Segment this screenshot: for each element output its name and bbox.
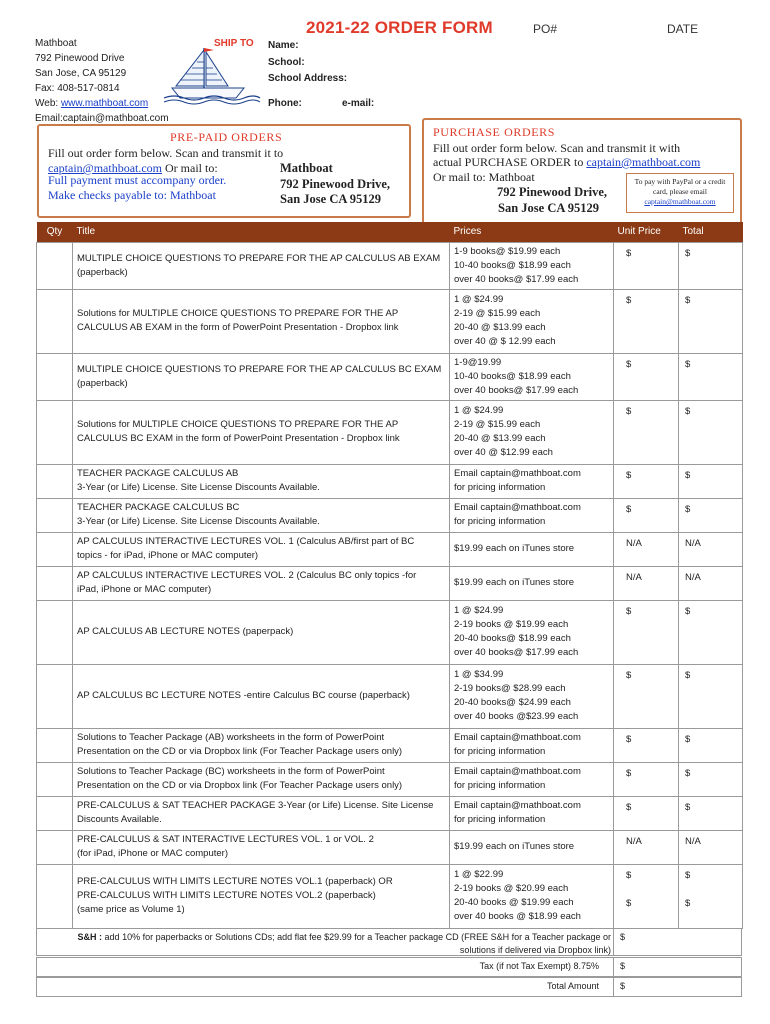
total-cell[interactable]: $ (679, 796, 743, 830)
prices-header: Prices (450, 222, 614, 242)
title-line: Solutions for MULTIPLE CHOICE QUESTIONS TO PREPARE FOR THE AP (77, 308, 399, 319)
sender-web (35, 96, 169, 111)
title-cell (73, 400, 450, 464)
price-line: Email captain@mathboat.com (454, 468, 581, 479)
prices-cell (450, 796, 614, 830)
prepaid-instructions: Fill out order form below. Scan and transmit it to (48, 146, 284, 160)
qty-cell[interactable] (37, 498, 73, 532)
title-cell (73, 566, 450, 600)
paypal-text: To pay with PayPal or a credit card, please email (634, 177, 726, 196)
title-header: Title (73, 222, 450, 242)
shipping-row (36, 928, 742, 956)
table-row (37, 464, 743, 498)
title-line: CALCULUS AB EXAM in the form of PowerPoint Presentation - Dropbox link (77, 322, 399, 333)
purchase-mail-to (433, 170, 535, 185)
price-line: 10-40 books@ $18.99 each (454, 370, 571, 382)
price-line: 20-40 books@ $18.99 each (454, 633, 571, 644)
table-row (37, 242, 743, 289)
shipping-label: S&H : (77, 932, 103, 942)
purchase-instructions: Fill out order form below. Scan and transmit it with (433, 141, 681, 155)
purchase-email-link[interactable]: captain@mathboat.com (586, 155, 701, 169)
total-cell[interactable]: N/A (679, 566, 743, 600)
total-cell[interactable]: $ (679, 464, 743, 498)
prices-cell (450, 289, 614, 353)
table-row (37, 400, 743, 464)
title-cell (73, 289, 450, 353)
tax-row (36, 957, 742, 977)
total-cell[interactable]: $ (679, 289, 743, 353)
price-line: 1-9@19.99 (454, 356, 502, 368)
sender-name: Mathboat (35, 38, 77, 49)
unit-price-cell[interactable]: N/A (614, 532, 679, 566)
title-line: TEACHER PACKAGE CALCULUS AB (77, 468, 239, 479)
total-cell[interactable]: $ $ (679, 864, 743, 928)
prepaid-mail-address (280, 161, 390, 208)
title-cell (73, 762, 450, 796)
shipping-text-2: solutions if delivered via Dropbox link) (459, 945, 611, 955)
price-line: 1 @ $22.99 (454, 869, 504, 880)
sender-address (35, 36, 169, 126)
total-cell[interactable]: $ (679, 728, 743, 762)
unit-price-cell[interactable]: $ (614, 242, 679, 289)
ship-to-label: SHIP TO (214, 38, 254, 49)
unit-price-cell[interactable]: $ (614, 728, 679, 762)
unit-price-cell[interactable]: $ $ (614, 864, 679, 928)
table-row (37, 289, 743, 353)
price-line: for pricing information (454, 780, 546, 791)
price-line: for pricing information (454, 814, 546, 825)
price-line: Email captain@mathboat.com (454, 502, 581, 513)
web-prefix: Web: (35, 98, 61, 109)
unit-price-cell[interactable]: N/A (614, 566, 679, 600)
price-line: 2-19 books @ $19.99 each (454, 619, 569, 630)
price-line: 1-9 books@ $19.99 each (454, 245, 561, 257)
price-line: 20-40 @ $13.99 each (454, 322, 546, 333)
prices-cell (450, 242, 614, 289)
prices-cell (450, 498, 614, 532)
prices-cell (450, 728, 614, 762)
unit-price-cell[interactable]: $ (614, 353, 679, 400)
price-line: 1 @ $24.99 (454, 405, 504, 416)
price-line: 20-40 books@ $24.99 each (454, 697, 571, 708)
web-link[interactable]: www.mathboat.com (60, 98, 149, 109)
total-amount-label: Total Amount (546, 981, 599, 991)
price-line: Email captain@mathboat.com (454, 732, 581, 743)
total-cell[interactable]: $ (679, 762, 743, 796)
total-cell[interactable]: $ (679, 664, 743, 728)
po-label: PO# (533, 22, 558, 36)
title-line: AP CALCULUS BC LECTURE NOTES -entire Calculus BC course (paperback) (77, 690, 410, 701)
prices-cell (450, 864, 614, 928)
price-line: 20-40 books @ $19.99 each (454, 897, 574, 908)
qty-cell[interactable] (37, 532, 73, 566)
table-header-row (37, 222, 743, 242)
qty-cell[interactable] (37, 830, 73, 864)
title-line: (same price as Volume 1) (77, 904, 185, 915)
title-line: Presentation on the CD or via Dropbox link (For Teacher Package users only) (77, 780, 403, 791)
title-cell (73, 464, 450, 498)
price-line: over 40 books@ $17.99 each (454, 647, 579, 658)
price-line: 20-40 @ $13.99 each (454, 433, 546, 444)
date-label: DATE (667, 22, 699, 36)
prepaid-email-link[interactable]: captain@mathboat.com (48, 161, 163, 175)
title-line: Discounts Available. (77, 814, 162, 825)
prepaid-addr-city: San Jose CA 95129 (280, 192, 382, 206)
sender-city: San Jose, CA 95129 (35, 68, 127, 79)
title-line: 3-Year (or Life) License. Site License Discounts Available. (77, 516, 320, 527)
title-line: 3-Year (or Life) License. Site License Discounts Available. (77, 482, 320, 493)
qty-cell[interactable] (37, 353, 73, 400)
tax-value[interactable]: $ (613, 958, 631, 976)
title-line: MULTIPLE CHOICE QUESTIONS TO PREPARE FOR THE AP CALCULUS BC EXAM (77, 363, 442, 375)
paypal-note (626, 173, 734, 213)
purchase-po-text: actual PURCHASE ORDER to (433, 155, 587, 169)
unit-price-cell[interactable]: $ (614, 498, 679, 532)
prices-cell (450, 664, 614, 728)
price-line: 10-40 books@ $18.99 each (454, 259, 571, 271)
price-line: $19.99 each on iTunes store (454, 577, 575, 588)
title-line: AP CALCULUS INTERACTIVE LECTURES VOL. 1 (Calculus AB/first part of BC (77, 536, 415, 547)
price-line: for pricing information (454, 746, 546, 757)
total-cell[interactable]: $ (679, 600, 743, 664)
school-field-label[interactable]: School: (268, 56, 305, 68)
title-cell (73, 532, 450, 566)
price-line: for pricing information (454, 516, 546, 527)
qty-cell[interactable] (37, 600, 73, 664)
qty-cell[interactable] (37, 289, 73, 353)
paypal-email-link[interactable]: captain@mathboat.com (644, 197, 716, 206)
qty-cell[interactable] (37, 762, 73, 796)
sender-email: Email:captain@mathboat.com (35, 113, 169, 124)
ship-to-fields (268, 38, 347, 88)
prices-cell (450, 762, 614, 796)
total-header: Total (679, 222, 743, 242)
title-line: CALCULUS BC EXAM in the form of PowerPoint Presentation - Dropbox link (77, 433, 400, 444)
qty-cell[interactable] (37, 728, 73, 762)
unit-price-cell[interactable]: $ (614, 600, 679, 664)
total-cell[interactable]: $ (679, 242, 743, 289)
mathboat-logo (162, 46, 262, 106)
prices-cell (450, 400, 614, 464)
shipping-value[interactable]: $ (613, 929, 631, 955)
prepaid-payment-note: Full payment must accompany order. (48, 173, 227, 187)
title-line: PRE-CALCULUS WITH LIMITS LECTURE NOTES VOL.2 (paperback) (77, 890, 376, 901)
prices-cell (450, 600, 614, 664)
qty-cell[interactable] (37, 464, 73, 498)
price-line: over 40 books @$23.99 each (454, 711, 579, 722)
form-title: 2021-22 ORDER FORM (306, 18, 493, 37)
price-line: 2-19 books @ $20.99 each (454, 883, 569, 894)
title-line: AP CALCULUS INTERACTIVE LECTURES VOL. 2 (Calculus BC only topics -for (77, 570, 417, 581)
qty-cell[interactable] (37, 664, 73, 728)
prepaid-addr-street: 792 Pinewood Drive, (280, 176, 391, 191)
price-line: 1 @ $24.99 (454, 605, 504, 616)
price-line: Email captain@mathboat.com (454, 766, 581, 777)
qty-cell[interactable] (37, 566, 73, 600)
table-row (37, 498, 743, 532)
title-line: PRE-CALCULUS & SAT INTERACTIVE LECTURES VOL. 1 or VOL. 2 (77, 834, 374, 845)
price-line: over 40 @ $12.99 each (454, 447, 553, 458)
price-line: 1 @ $34.99 (454, 669, 504, 680)
title-line: Presentation on the CD or via Dropbox link (For Teacher Package users only) (77, 746, 403, 757)
qty-header: Qty (37, 222, 73, 242)
table-row (37, 864, 743, 928)
price-line: over 40 books @ $18.99 each (454, 911, 581, 922)
purchase-mail-to-text: Or mail to: Mathboat (433, 170, 535, 184)
unit-price-cell[interactable]: $ (614, 664, 679, 728)
title-cell (73, 498, 450, 532)
prices-cell (450, 566, 614, 600)
price-line: 2-19 books@ $28.99 each (454, 683, 566, 694)
title-line: topics - for iPad, iPhone or MAC computer) (77, 550, 259, 561)
purchase-email-line (433, 155, 700, 170)
title-cell (73, 664, 450, 728)
title-line: TEACHER PACKAGE CALCULUS BC (77, 502, 240, 513)
title-line: (for iPad, iPhone or MAC computer) (77, 848, 229, 859)
purchase-addr-city: San Jose CA 95129 (498, 200, 600, 215)
title-line: AP CALCULUS AB LECTURE NOTES (paperpack) (77, 626, 294, 637)
sender-fax: Fax: 408-517-0814 (35, 83, 120, 94)
prices-cell (450, 353, 614, 400)
title-line: PRE-CALCULUS WITH LIMITS LECTURE NOTES VOL.1 (paperback) OR (77, 876, 393, 887)
table-row (37, 566, 743, 600)
price-line: over 40 books@ $17.99 each (454, 273, 579, 285)
total-amount-value[interactable]: $ (613, 978, 631, 996)
prepaid-mail-to: Or mail to: (162, 161, 218, 175)
price-line: over 40 @ $ 12.99 each (454, 336, 556, 347)
qty-cell[interactable] (37, 796, 73, 830)
name-field-label[interactable]: Name: (268, 40, 299, 51)
title-line: (paperback) (77, 377, 128, 389)
price-line: 1 @ $24.99 (454, 294, 504, 305)
purchase-mail-address (497, 185, 607, 216)
total-cell[interactable]: $ (679, 400, 743, 464)
total-cell[interactable]: $ (679, 498, 743, 532)
table-row (37, 728, 743, 762)
total-cell[interactable]: $ (679, 353, 743, 400)
title-cell (73, 600, 450, 664)
title-cell (73, 353, 450, 400)
order-table-body (37, 242, 743, 928)
sender-street: 792 Pinewood Drive (35, 53, 125, 64)
prepaid-addr-name: Mathboat (280, 161, 333, 175)
title-cell (73, 242, 450, 289)
unit-price-header: Unit Price (614, 222, 679, 242)
title-line: iPad, iPhone or MAC computer) (77, 584, 212, 595)
table-row (37, 762, 743, 796)
price-line: 2-19 @ $15.99 each (454, 419, 541, 430)
title-line: Solutions for MULTIPLE CHOICE QUESTIONS TO PREPARE FOR THE AP (77, 419, 399, 430)
prepaid-title: PRE-PAID ORDERS (170, 130, 283, 144)
title-line: MULTIPLE CHOICE QUESTIONS TO PREPARE FOR THE AP CALCULUS AB EXAM (77, 252, 441, 264)
shipping-text (41, 931, 611, 957)
qty-cell[interactable] (37, 400, 73, 464)
table-row (37, 796, 743, 830)
purchase-title: PURCHASE ORDERS (433, 125, 556, 139)
purchase-addr-street: 792 Pinewood Drive, (497, 185, 608, 199)
price-line: over 40 books@ $17.99 each (454, 384, 579, 396)
price-line: $19.99 each on iTunes store (454, 841, 575, 852)
price-line: for pricing information (454, 482, 546, 493)
table-row (37, 600, 743, 664)
title-cell (73, 864, 450, 928)
prices-cell (450, 464, 614, 498)
unit-price-cell[interactable]: $ (614, 289, 679, 353)
unit-price-cell[interactable]: $ (614, 796, 679, 830)
unit-price-cell[interactable]: $ (614, 464, 679, 498)
school-address-field-label[interactable]: School Address: (268, 73, 348, 84)
order-table (36, 222, 743, 929)
total-cell[interactable]: N/A (679, 532, 743, 566)
unit-price-cell[interactable]: $ (614, 762, 679, 796)
price-line: 2-19 @ $15.99 each (454, 308, 541, 319)
phone-field-label[interactable]: Phone: (268, 98, 302, 109)
price-line: Email captain@mathboat.com (454, 800, 581, 811)
title-line: (paperback) (77, 266, 128, 278)
title-line: PRE-CALCULUS & SAT TEACHER PACKAGE 3-Year (or Life) License. Site License (77, 800, 434, 811)
qty-cell[interactable] (37, 864, 73, 928)
prepaid-checks-note: Make checks payable to: Mathboat (48, 188, 216, 202)
shipping-text-1: add 10% for paperbacks or Solutions CDs; add flat fee $29.99 for a Teacher package CD (FREE S&H for a Teacher package or (102, 932, 611, 942)
title-line: Solutions to Teacher Package (AB) worksheets in the form of PowerPoint (77, 732, 385, 743)
unit-price-cell[interactable]: $ (614, 400, 679, 464)
table-row (37, 353, 743, 400)
prices-cell (450, 830, 614, 864)
title-cell (73, 830, 450, 864)
title-cell (73, 728, 450, 762)
price-line: $19.99 each on iTunes store (454, 543, 575, 554)
total-row (36, 977, 742, 997)
unit-price-cell[interactable]: N/A (614, 830, 679, 864)
tax-label: Tax (if not Tax Exempt) 8.75% (479, 961, 599, 971)
table-row (37, 532, 743, 566)
email-field-label[interactable]: e-mail: (342, 98, 375, 109)
prices-cell (450, 532, 614, 566)
qty-cell[interactable] (37, 242, 73, 289)
table-row (37, 830, 743, 864)
title-line: Solutions to Teacher Package (BC) worksheets in the form of PowerPoint (77, 766, 385, 777)
total-cell[interactable]: N/A (679, 830, 743, 864)
table-row (37, 664, 743, 728)
title-cell (73, 796, 450, 830)
